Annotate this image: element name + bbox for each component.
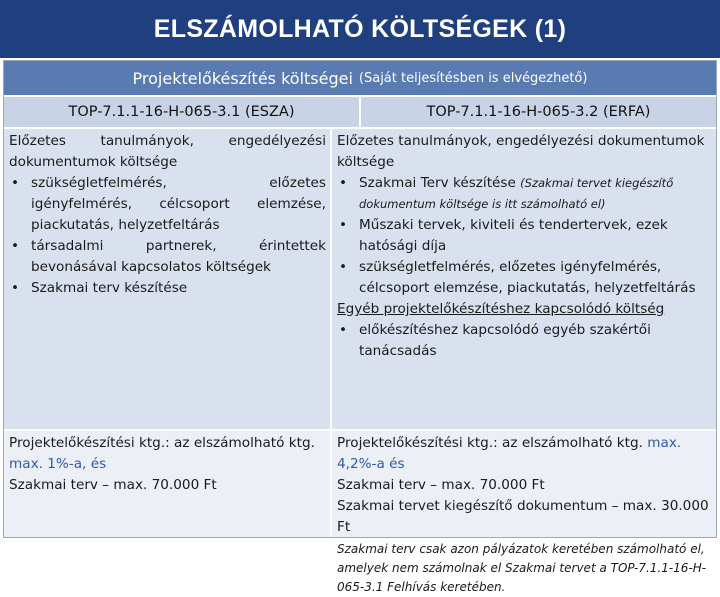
left-foot-line1: Projektelőkészítési ktg.: az elszámolható ktg. [9,435,315,451]
right-intro: Előzetes tanulmányok, engedélyezési dokumentumok költsége [337,133,705,170]
right-foot-line2: Szakmai terv – max. 70.000 Ft [337,477,545,493]
list-item: • társadalmi partnerek, érintettek bevonásával kapcsolatos költségek [9,236,326,278]
left-body-cell [4,129,330,429]
list-item: • Szakmai terv készítése [9,278,326,299]
body-row [4,129,716,431]
cost-table [3,60,717,594]
left-list [9,173,326,299]
column-header-esza: TOP-7.1.1-16-H-065-3.1 (ESZA) [68,104,295,120]
header-main: Projektelőkészítés költségei [132,68,353,88]
left-foot-line2: Szakmai terv – max. 70.000 Ft [9,477,217,493]
right-foot-highlight2: 4,2%-a és [337,456,405,472]
right-foot-line1-wrap [337,433,712,454]
column-headers [4,97,716,129]
other-list [337,320,712,362]
right-foot-note: Szakmai terv csak azon pályázatok keretében számolható el, amelyek nem számolnak el Szakmai tervet a TOP-7.1.1-16-H-065-3.1 Felhívás keretében. [337,542,707,594]
list-item: • szükségletfelmérés, előzetes igényfelmérés, célcsoport elemzése, piackutatás, helyzetfeltárás [9,173,326,236]
right-foot-line3: Szakmai tervet kiegészítő dokumentum – max. 30.000 Ft [337,498,709,535]
list-item: • szükségletfelmérés, előzetes igényfelmérés, célcsoport elemzése, piackutatás, helyzetfeltárás [337,257,712,299]
right-list [337,173,712,299]
left-foot-highlight: max. 1%-a, és [9,456,107,472]
right-foot-highlight1: max. [647,435,682,451]
title-bar [0,0,720,58]
item-note: (Szakmai tervet kiegészítő dokumentum költsége is itt számolható el) [359,176,674,211]
list-item: • előkészítéshez kapcsolódó egyéb szakértői tanácsadás [337,320,712,362]
right-foot-cell [330,431,716,594]
table-header [4,61,716,97]
right-foot-line1: Projektelőkészítési ktg.: az elszámolható ktg. [337,435,643,451]
other-heading: Egyéb projektelőkészítéshez kapcsolódó költség [337,301,665,317]
left-foot-cell [4,431,330,537]
column-header-erfa: TOP-7.1.1-16-H-065-3.2 (ERFA) [359,97,716,127]
left-intro: Előzetes tanulmányok, engedélyezési dokumentumok költsége [9,133,326,170]
footer-row [4,431,716,594]
page-title: ELSZÁMOLHATÓ KÖLTSÉGEK (1) [153,14,567,43]
item-main: Szakmai Terv készítése [359,175,516,191]
list-item [337,173,712,215]
right-body-cell [330,129,716,429]
list-item: • Műszaki tervek, kiviteli és tendertervek, ezek hatósági díja [337,215,712,257]
header-sub: (Saját teljesítésben is elvégezhető) [358,70,588,86]
